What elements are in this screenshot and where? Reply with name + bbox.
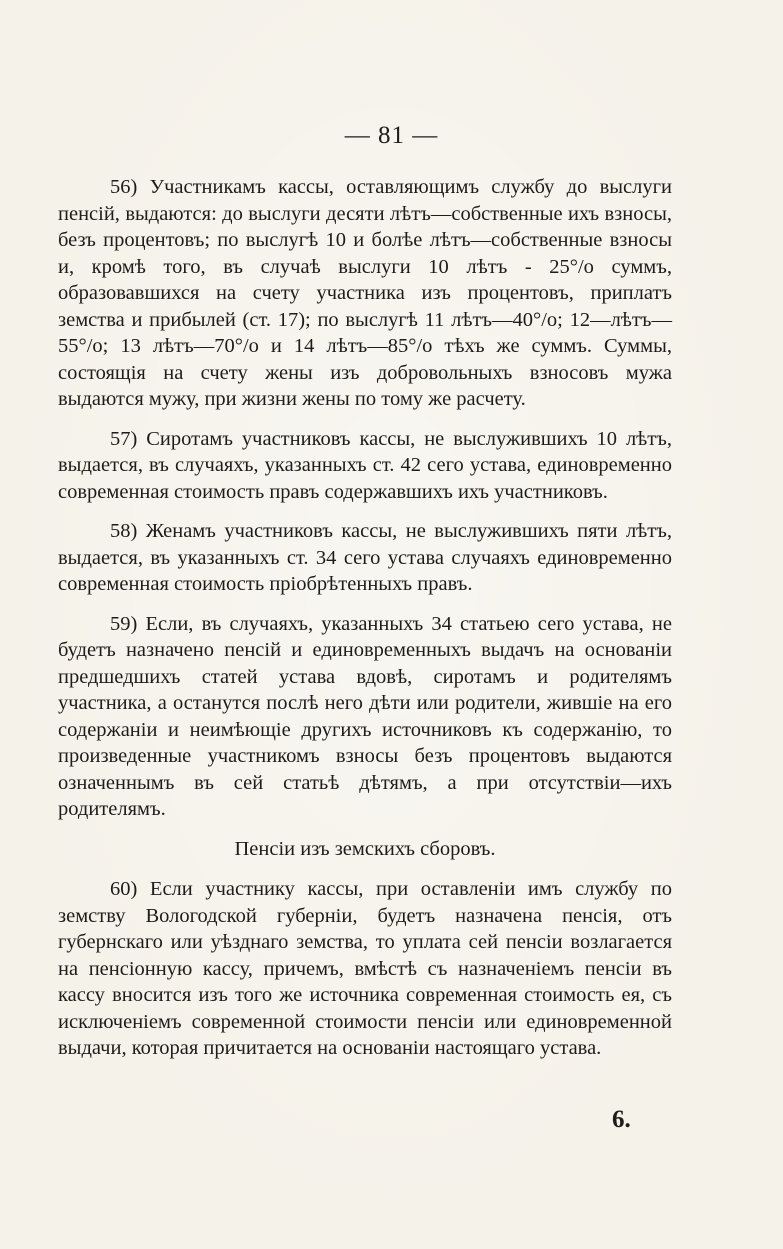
paragraph-60: 60) Если участнику кассы, при оставленiи имъ службу по земству Вологодской губернiи, будетъ назначена пенсiя, отъ губернскаго или уѣзднаго земства, то уплата сей пенсiи возлагается на пенсiонную кассу, причемъ, вмѣстѣ съ назначенiемъ пенсiи въ кассу вносится изъ того же источника современная стоимость ея, съ исключенiемъ современной стоимости пенсiи или единовременной выдачи, которая причитается на основанiи настоящаго устава. <box>58 878 672 1059</box>
section-heading: Пенсiи изъ земскихъ сборовъ. <box>234 837 496 860</box>
paragraph-58: 58) Женамъ участниковъ кассы, не выслужившихъ пяти лѣтъ, выдается, въ указанныхъ ст. 34 сего устава случаяхъ единовременно современная стоимость прiобрѣтенныхъ правъ. <box>58 520 672 595</box>
signature-mark: 6. <box>612 1106 631 1133</box>
paragraph-57: 57) Сиротамъ участниковъ кассы, не выслужившихъ 10 лѣтъ, выдается, въ случаяхъ, указанныхъ ст. 42 сего устава, единовременно современная стоимость правъ содержавшихъ ихъ участниковъ. <box>58 427 672 503</box>
paragraph-56: 56) Участникамъ кассы, оставляющимъ службу до выслуги пенсiй, выдаются: до выслуги десяти лѣтъ—собственные ихъ взносы, безъ процентовъ; по выслугѣ 10 и болѣе лѣтъ—собственные взносы и, кромѣ того, въ случаѣ выслуги 10 лѣтъ - 25°/о суммъ, образовавшихся на счету участника изъ процентовъ, приплатъ земства и прибылей (ст. 17); по выслугѣ 11 лѣтъ—40°/о; 12—лѣтъ—55°/о; 13 лѣтъ—70°/о и 14 лѣтъ—85°/о тѣхъ же суммъ. Суммы, состоящiя на счету жены изъ добровольныхъ взносовъ мужа выдаются мужу, при жизни жены по тому же расчету. <box>58 176 672 410</box>
page-number: — 81 — <box>344 122 439 149</box>
paragraph-59: 59) Если, въ случаяхъ, указанныхъ 34 статьею сего устава, не будетъ назначено пенсiй и единовременныхъ выдачъ на основанiи предшедшихъ статей устава вдовѣ, сиротамъ и родителямъ участника, а останутся послѣ него дѣти или родители, жившiе на его содержанiи и неимѣющiе другихъ источниковъ къ содержанiю, то произведенные участникомъ взносы безъ процентовъ выдаются означеннымъ въ сей статьѣ дѣтямъ, а при отсутствiи—ихъ родителямъ. <box>58 612 672 820</box>
document-body <box>58 174 672 1075</box>
